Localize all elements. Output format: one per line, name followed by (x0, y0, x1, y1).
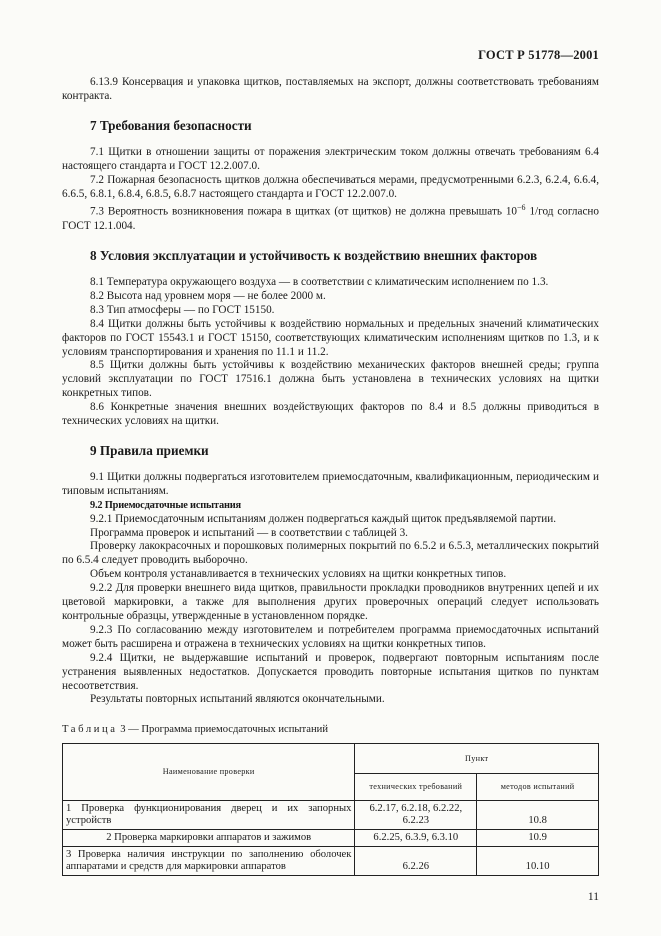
table-3 (62, 743, 599, 876)
header-item: Пункт (355, 744, 599, 774)
row-2-tech: 6.2.25, 6.3.9, 6.3.10 (355, 830, 477, 847)
row-3-name: 3 Проверка наличия инструкции по заполнению оболочек аппаратами и средств для маркировки аппаратов (63, 847, 355, 876)
paragraph-8-6: 8.6 Конкретные значения внешних воздействующих факторов по 8.4 и 8.5 должны приводиться в технических условиях на щитки. (62, 401, 599, 428)
paragraph-7-3-text: 7.3 Вероятность возникновения пожара в щитках (от щитков) не должна превышать 10 (90, 206, 518, 219)
paragraph-7-2: 7.2 Пожарная безопасность щитков должна обеспечиваться мерами, предусмотренными 6.2.3, 6.2.4, 6.6.4, 6.6.5, 6.8.1, 6.8.4, 6.8.5, 6.8.7 настоящего стандарта и ГОСТ 12.2.007.0. (62, 173, 599, 200)
paragraph-9-2-1: 9.2.1 Приемосдаточным испытаниям должен подвергаться каждый щиток предъявляемой партии. (90, 512, 557, 525)
header-test-methods: методов испытаний (477, 773, 599, 800)
row-1-name: 1 Проверка функционирования дверец и их запорных устройств (63, 801, 355, 830)
row-2-name: 2 Проверка маркировки аппаратов и зажимов (63, 830, 355, 847)
paragraph-9-2-1-b: Программа проверок и испытаний — в соответствии с таблицей 3. (90, 526, 408, 539)
page-content (62, 76, 599, 876)
table-row (63, 847, 599, 876)
paragraph-9-2-1-d: Объем контроля устанавливается в технических условиях на щитки конкретных типов. (90, 568, 507, 581)
paragraph-8-1: 8.1 Температура окружающего воздуха — в соответствии с климатическим исполнением по 1.3. (90, 275, 549, 288)
paragraph-7-1: 7.1 Щитки в отношении защиты от поражения электрическим током должны отвечать требованиям 6.4 настоящего стандарта и ГОСТ 12.2.007.0. (62, 145, 599, 172)
paragraph-9-2-4-b: Результаты повторных испытаний являются окончательными. (90, 693, 385, 706)
header-tech-requirements: технических требований (355, 773, 477, 800)
row-2-method: 10.9 (477, 830, 599, 847)
table-row (63, 830, 599, 847)
paragraph-8-3: 8.3 Тип атмосферы — по ГОСТ 15150. (90, 303, 275, 316)
table-caption-text: 3 — Программа приемосдаточных испытаний (117, 724, 328, 736)
section-8-title: 8 Условия эксплуатации и устойчивость к воздействию внешних факторов (90, 247, 538, 263)
section-7-title: 7 Требования безопасности (90, 117, 252, 133)
paragraph-8-2: 8.2 Высота над уровнем моря — не более 2000 м. (90, 289, 326, 302)
section-9-title: 9 Правила приемки (90, 442, 209, 458)
paragraph-7-3-tail: 1/год согласно ГОСТ 12.1.004. (62, 206, 600, 233)
paragraph-6-13-9: 6.13.9 Консервация и упаковка щитков, поставляемых на экспорт, должны соответствовать требованиям контракта. (62, 76, 599, 102)
table-3-caption (62, 723, 599, 737)
row-3-tech: 6.2.26 (355, 847, 477, 876)
paragraph-7-3 (62, 201, 599, 234)
table-row (63, 801, 599, 830)
paragraph-9-2-3: 9.2.3 По согласованию между изготовителем и потребителем программа приемосдаточных испытаний может быть расширена и отражена в технических условиях на щитки конкретных типов. (62, 623, 599, 650)
paragraph-8-4: 8.4 Щитки должны быть устойчивы к воздействию нормальных и предельных значений климатических факторов по ГОСТ 15543.1 и ГОСТ 15150, соответствующих климатическим исполнениям щитков по 1.3, и к условиям транспортирования и хранения по 11.1 и 11.2. (62, 317, 599, 358)
paragraph-7-3-exponent: −6 (517, 203, 526, 213)
paragraph-9-2-4: 9.2.4 Щитки, не выдержавшие испытаний и проверок, подвергают повторным испытаниям после устранения выявленных недостатков. Допускается проводить повторные испытания щитков по пунктам несоответствия. (62, 651, 599, 692)
row-3-method: 10.10 (477, 847, 599, 876)
paragraph-9-2-2: 9.2.2 Для проверки внешнего вида щитков, правильности прокладки проводников внутренних цепей и их цветовой маркировки, а также для выполнения других проверочных операций следует использовать контрольные образцы, утвержденные в установленном порядке. (62, 582, 599, 623)
page-number: 11 (587, 891, 599, 903)
row-1-method: 10.8 (477, 801, 599, 830)
paragraph-9-2-1-c: Проверку лакокрасочных и порошковых полимерных покрытий по 6.5.2 и 6.5.3, металлических покрытий по 6.5.4 следует проводить выборочно. (62, 540, 599, 567)
paragraph-8-5: 8.5 Щитки должны быть устойчивы к воздействию механических факторов внешней среды; группа условий эксплуатации по ГОСТ 17516.1 должна быть установлена в технических условиях на щитки конкретных типов. (62, 359, 599, 400)
table-header-row (63, 744, 599, 774)
header-check-name: Наименование проверки (63, 744, 355, 801)
document-header: ГОСТ Р 51778—2001 (478, 48, 599, 62)
row-1-tech: 6.2.17, 6.2.18, 6.2.22, 6.2.23 (355, 801, 477, 830)
table-caption-word: Таблица (62, 724, 118, 736)
paragraph-9-1: 9.1 Щитки должны подвергаться изготовителем приемосдаточным, квалификационным, периодическим и типовым испытаниям. (62, 470, 599, 497)
subsection-9-2-title: 9.2 Приемосдаточные испытания (90, 499, 241, 511)
